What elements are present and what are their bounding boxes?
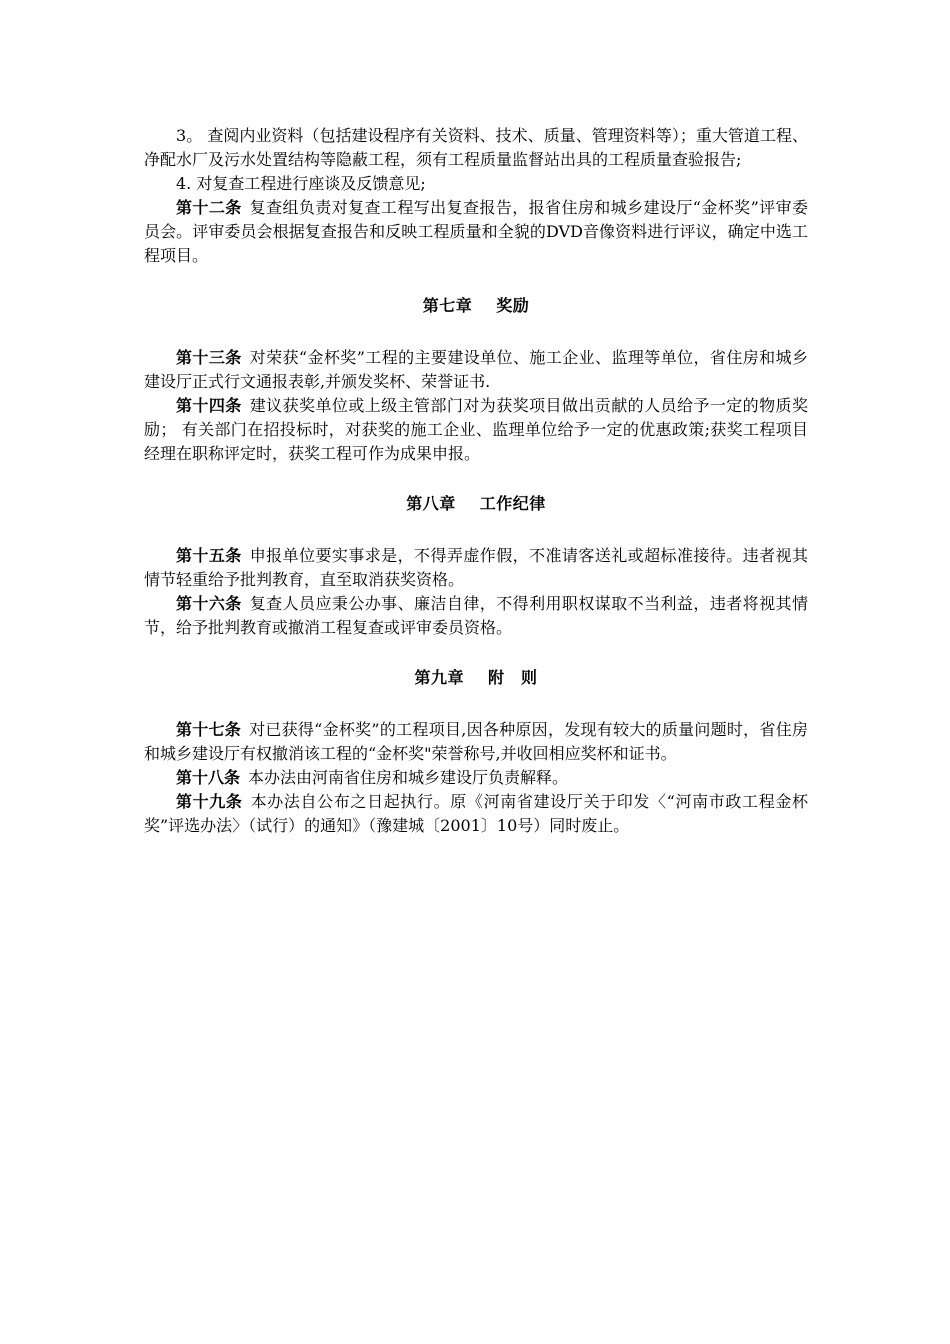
article-text: 复查人员应秉公办事、廉洁自律，不得利用职权谋取不当利益，违者将视其情节，给予批判教育或撤消工程复查或评审委员资格。	[144, 594, 808, 637]
article-19	[144, 790, 808, 838]
article-12	[144, 196, 808, 268]
chapter-number: 第九章	[414, 668, 464, 687]
article-17	[144, 718, 808, 766]
article-label: 第十六条	[176, 594, 242, 613]
chapter-title: 工作纪律	[479, 494, 546, 513]
paragraph-item-3: 3。 查阅内业资料（包括建设程序有关资料、技术、质量、管理资料等）；重大管道工程、净配水厂及污水处置结构等隐蔽工程，须有工程质量监督站出具的工程质量查验报告;	[144, 126, 808, 169]
chapter-7-heading	[144, 294, 808, 318]
article-label: 第十七条	[176, 720, 242, 739]
article-text: 申报单位要实事求是，不得弄虚作假，不准请客送礼或超标准接待。违者视其情节轻重给予批判教育，直至取消获奖资格。	[144, 546, 808, 589]
article-label: 第十二条	[176, 198, 242, 217]
article-label: 第十八条	[176, 768, 241, 787]
article-text: 本办法自公布之日起执行。原《河南省建设厅关于印发〈“河南市政工程金杯奖”评选办法〉（试行）的通知》（豫建城〔2001〕10号）同时废止。	[144, 792, 808, 835]
chapter-9-heading	[144, 666, 808, 690]
article-text: 对荣获“金杯奖”工程的主要建设单位、施工企业、监理等单位，省住房和城乡建设厅正式行文通报表彰,并颁发奖杯、荣誉证书.	[144, 348, 808, 391]
article-label: 第十三条	[176, 348, 242, 367]
article-label: 第十九条	[176, 792, 243, 811]
article-text: 建议获奖单位或上级主管部门对为获奖项目做出贡献的人员给予一定的物质奖励； 有关部门在招投标时，对获奖的施工企业、监理单位给予一定的优惠政策;获奖工程项目经理在职称评定时，获奖工程可作为成果申报。	[144, 396, 808, 463]
article-13	[144, 346, 808, 394]
chapter-number: 第七章	[422, 296, 473, 315]
article-label: 第十四条	[176, 396, 242, 415]
article-14	[144, 394, 808, 466]
article-text: 本办法由河南省住房和城乡建设厅负责解释。	[248, 768, 569, 787]
chapter-number: 第八章	[406, 494, 456, 513]
chapter-title: 奖励	[496, 296, 530, 315]
article-16	[144, 592, 808, 640]
article-18	[144, 766, 808, 790]
paragraph-item-4: 4. 对复查工程进行座谈及反馈意见;	[176, 174, 426, 193]
document-body	[144, 124, 808, 838]
chapter-8-heading	[144, 492, 808, 516]
article-label: 第十五条	[176, 546, 242, 565]
article-text: 对已获得“金杯奖”的工程项目,因各种原因，发现有较大的质量问题时，省住房和城乡建设厅有权撤消该工程的“金杯奖"荣誉称号,并收回相应奖杯和证书。	[144, 720, 808, 763]
chapter-title: 附 则	[488, 668, 538, 687]
article-text: 复查组负责对复查工程写出复查报告，报省住房和城乡建设厅“金杯奖”评审委员会。评审委员会根据复查报告和反映工程质量和全貌的DVD音像资料进行评议，确定中选工程项目。	[144, 198, 808, 265]
article-15	[144, 544, 808, 592]
